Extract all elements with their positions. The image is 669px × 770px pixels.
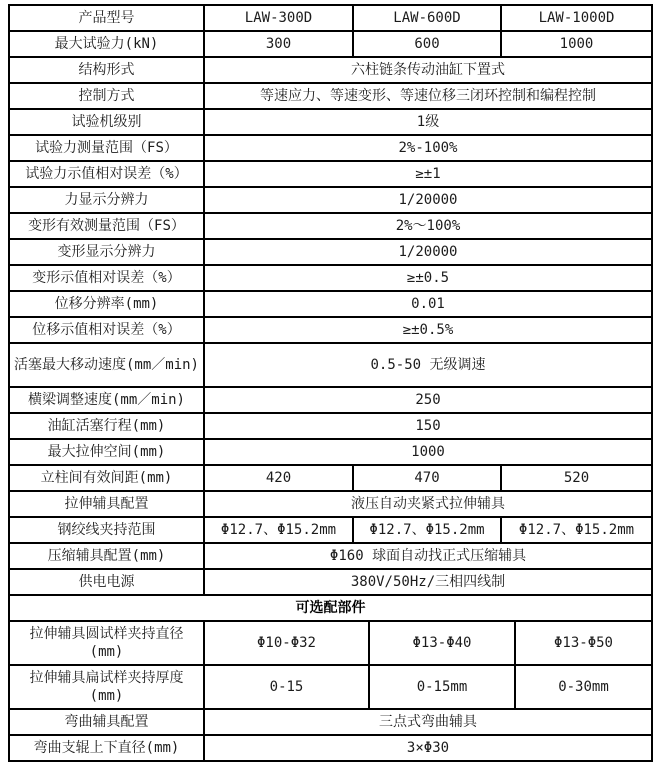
spec-row-compression-fixture	[9, 543, 652, 569]
spec-value: LAW-600D	[353, 5, 501, 31]
spec-row-tension-fixture	[9, 491, 652, 517]
spec-value: 420	[204, 465, 353, 491]
spec-row-structure	[9, 57, 652, 83]
spec-row-force-resolution	[9, 187, 652, 213]
spec-value: 300	[204, 31, 353, 57]
spec-label: 结构形式	[9, 57, 204, 83]
spec-row-piston-speed	[9, 343, 652, 387]
spec-label: 力显示分辨力	[9, 187, 204, 213]
spec-value: 0.01	[204, 291, 652, 317]
spec-label: 油缸活塞行程(mm)	[9, 413, 204, 439]
spec-value: 2%-100%	[204, 135, 652, 161]
spec-value: 六柱链条传动油缸下置式	[204, 57, 652, 83]
spec-row-power-supply	[9, 569, 652, 595]
spec-row-max-tension-space	[9, 439, 652, 465]
spec-label: 弯曲辅具配置	[9, 709, 204, 735]
spec-value: 0-30mm	[515, 665, 652, 709]
spec-label: 试验力示值相对误差（%）	[9, 161, 204, 187]
spec-row-displacement-error	[9, 317, 652, 343]
spec-value: Φ12.7、Φ15.2mm	[353, 517, 501, 543]
spec-value: 3×Φ30	[204, 735, 652, 761]
spec-label: 压缩辅具配置(mm)	[9, 543, 204, 569]
spec-row-crosshead-speed	[9, 387, 652, 413]
spec-value: ≥±1	[204, 161, 652, 187]
spec-value: 1000	[204, 439, 652, 465]
spec-label: 试验力测量范围（FS）	[9, 135, 204, 161]
spec-row-round-specimen-diameter	[9, 621, 652, 665]
spec-value: 0.5-50 无级调速	[204, 343, 652, 387]
spec-value: Φ12.7、Φ15.2mm	[204, 517, 353, 543]
spec-row-deform-error	[9, 265, 652, 291]
spec-value: Φ10-Φ32	[204, 621, 369, 665]
spec-label: 横梁调整速度(mm／min)	[9, 387, 204, 413]
spec-value: LAW-1000D	[501, 5, 652, 31]
spec-value: 520	[501, 465, 652, 491]
spec-value: ≥±0.5	[204, 265, 652, 291]
spec-row-piston-stroke	[9, 413, 652, 439]
spec-row-product-model	[9, 5, 652, 31]
spec-value: 液压自动夹紧式拉伸辅具	[204, 491, 652, 517]
optional-parts-table	[8, 620, 653, 762]
optional-parts-header-row	[9, 595, 652, 621]
spec-value: LAW-300D	[204, 5, 353, 31]
spec-row-column-spacing	[9, 465, 652, 491]
optional-parts-header: 可选配部件	[9, 595, 652, 621]
spec-row-machine-class	[9, 109, 652, 135]
spec-value: 0-15	[204, 665, 369, 709]
spec-value: 2%～100%	[204, 213, 652, 239]
spec-label: 位移分辨率(mm)	[9, 291, 204, 317]
spec-value: Φ13-Φ50	[515, 621, 652, 665]
spec-label: 控制方式	[9, 83, 204, 109]
spec-label: 试验机级别	[9, 109, 204, 135]
spec-label: 变形显示分辨力	[9, 239, 204, 265]
main-spec-table	[8, 4, 653, 622]
spec-value: 1/20000	[204, 239, 652, 265]
spec-label: 最大试验力(kN)	[9, 31, 204, 57]
spec-row-force-error	[9, 161, 652, 187]
spec-row-deform-resolution	[9, 239, 652, 265]
spec-value: Φ160 球面自动找正式压缩辅具	[204, 543, 652, 569]
spec-row-max-force	[9, 31, 652, 57]
spec-label: 供电电源	[9, 569, 204, 595]
spec-row-bending-roller-diameter	[9, 735, 652, 761]
spec-value: 250	[204, 387, 652, 413]
spec-value: Φ13-Φ40	[369, 621, 515, 665]
spec-label: 拉伸辅具配置	[9, 491, 204, 517]
spec-value: 1/20000	[204, 187, 652, 213]
spec-value: 1000	[501, 31, 652, 57]
spec-row-deform-range	[9, 213, 652, 239]
spec-label: 活塞最大移动速度(mm／min)	[9, 343, 204, 387]
spec-label: 最大拉伸空间(mm)	[9, 439, 204, 465]
spec-label: 变形有效测量范围（FS）	[9, 213, 204, 239]
spec-label: 立柱间有效间距(mm)	[9, 465, 204, 491]
spec-value: 0-15mm	[369, 665, 515, 709]
spec-label: 位移示值相对误差（%）	[9, 317, 204, 343]
spec-value: 470	[353, 465, 501, 491]
spec-value: ≥±0.5%	[204, 317, 652, 343]
spec-label: 拉伸辅具圆试样夹持直径(mm)	[9, 621, 204, 665]
spec-label: 变形示值相对误差（%）	[9, 265, 204, 291]
spec-row-force-range	[9, 135, 652, 161]
spec-row-flat-specimen-thickness	[9, 665, 652, 709]
spec-label: 弯曲支辊上下直径(mm)	[9, 735, 204, 761]
spec-value: 等速应力、等速变形、等速位移三闭环控制和编程控制	[204, 83, 652, 109]
spec-label: 拉伸辅具扁试样夹持厚度(mm)	[9, 665, 204, 709]
spec-row-bending-fixture	[9, 709, 652, 735]
spec-value: 1级	[204, 109, 652, 135]
spec-label: 产品型号	[9, 5, 204, 31]
spec-row-control-mode	[9, 83, 652, 109]
spec-value: 380V/50Hz/三相四线制	[204, 569, 652, 595]
spec-value: 600	[353, 31, 501, 57]
spec-value: Φ12.7、Φ15.2mm	[501, 517, 652, 543]
spec-label: 钢绞线夹持范围	[9, 517, 204, 543]
spec-row-displacement-resolution	[9, 291, 652, 317]
spec-value: 三点式弯曲辅具	[204, 709, 652, 735]
spec-value: 150	[204, 413, 652, 439]
spec-row-strand-clamp-range	[9, 517, 652, 543]
